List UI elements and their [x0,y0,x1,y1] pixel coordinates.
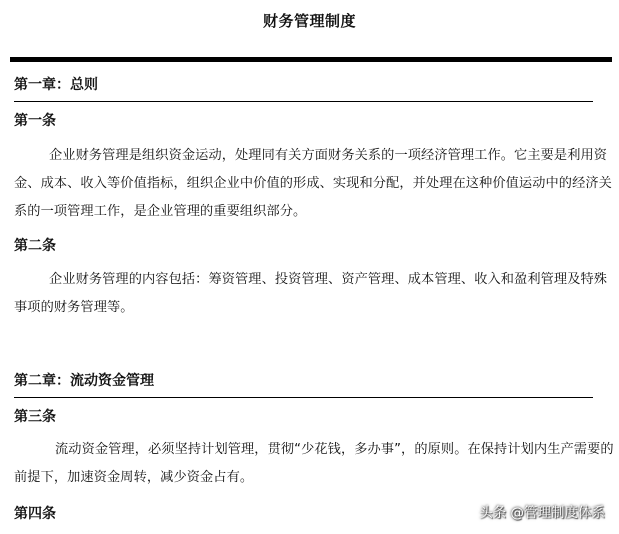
watermark-label: 头条 @管理制度体系 [479,505,605,521]
chapter-heading: 第一章：总则 [14,77,98,93]
article-paragraph: 流动资金管理，必须坚持计划管理，贯彻“少花钱，多办事”，的原则。在保持计划内生产需要的前提下，加速资金周转，减少资金占有。 [14,442,614,485]
chapter-heading: 第二章：流动资金管理 [14,373,154,389]
article-paragraph: 企业财务管理的内容包括：筹资管理、投资管理、资产管理、成本管理、收入和盈利管理及特殊事项的财务管理等。 [14,272,608,315]
article-heading: 第四条 [14,506,56,522]
chapter-divider [14,397,593,398]
chapter-divider [14,101,593,102]
article-heading: 第一条 [14,113,56,129]
article-heading: 第三条 [14,409,56,425]
document-title: 财务管理制度 [262,12,356,30]
title-divider [10,57,612,62]
article-heading: 第二条 [14,238,56,254]
article-paragraph: 企业财务管理是组织资金运动，处理同有关方面财务关系的一项经济管理工作。它主要是利用资金、成本、收入等价值指标，组织企业中价值的形成、实现和分配，并处理在这种价值运动中的经济关系的一项管理工作，是企业管理的重要组织部分。 [14,148,612,219]
